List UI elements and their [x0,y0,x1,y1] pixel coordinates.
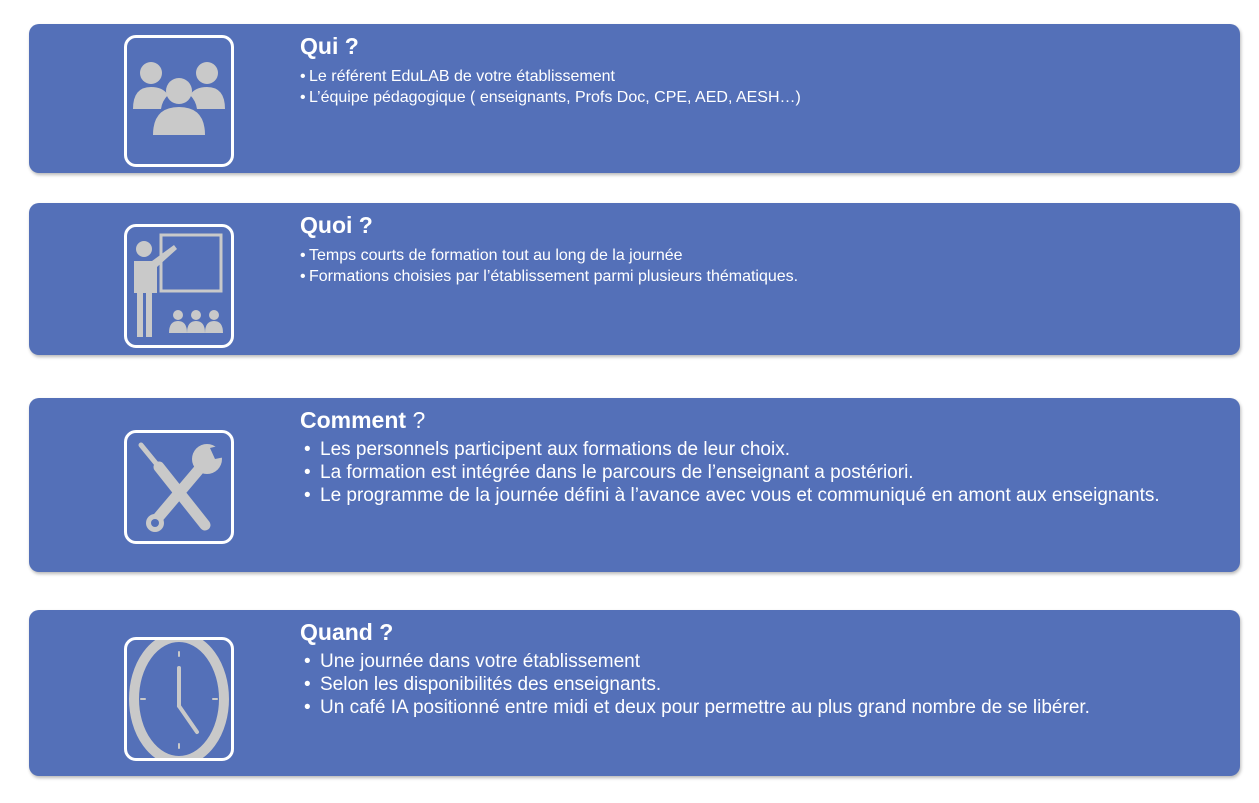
list-item: • Selon les disponibilités des enseignants. [300,675,1220,695]
list-item: • Le programme de la journée défini à l’avance avec vous et communiqué en amont aux enseignants. [300,486,1220,506]
people-group-icon [124,35,234,167]
bullet-list [300,440,1220,506]
list-item: • Les personnels participent aux formations de leur choix. [300,440,1220,460]
title-question-mark: ? [406,407,426,433]
title-bold: Comment [300,407,407,433]
section-qui [29,24,1240,173]
section-title: Quand ? [300,619,394,645]
section-quoi [29,203,1240,355]
list-item: • Le référent EduLAB de votre établissement [300,66,1220,87]
section-title: Quoi ? [300,212,373,238]
list-item: • Formations choisies par l’établissement parmi plusieurs thématiques. [300,266,1220,287]
list-item: • Un café IA positionné entre midi et deux pour permettre au plus grand nombre de se libérer. [300,698,1220,718]
list-item: • Temps courts de formation tout au long de la journée [300,245,1220,266]
teacher-board-icon [124,224,234,348]
list-item: • Une journée dans votre établissement [300,652,1220,672]
list-item: • L’équipe pédagogique ( enseignants, Profs Doc, CPE, AED, AESH…) [300,87,1220,108]
list-item: • La formation est intégrée dans le parcours de l’enseignant a postériori. [300,463,1220,483]
section-quand [29,610,1240,776]
section-title [300,406,1220,434]
bullet-list [300,652,1220,718]
tools-icon [124,430,234,544]
bullet-list [300,66,1220,108]
clock-icon [124,637,234,761]
bullet-list [300,245,1220,287]
section-comment [29,398,1240,572]
section-title: Qui ? [300,33,359,59]
